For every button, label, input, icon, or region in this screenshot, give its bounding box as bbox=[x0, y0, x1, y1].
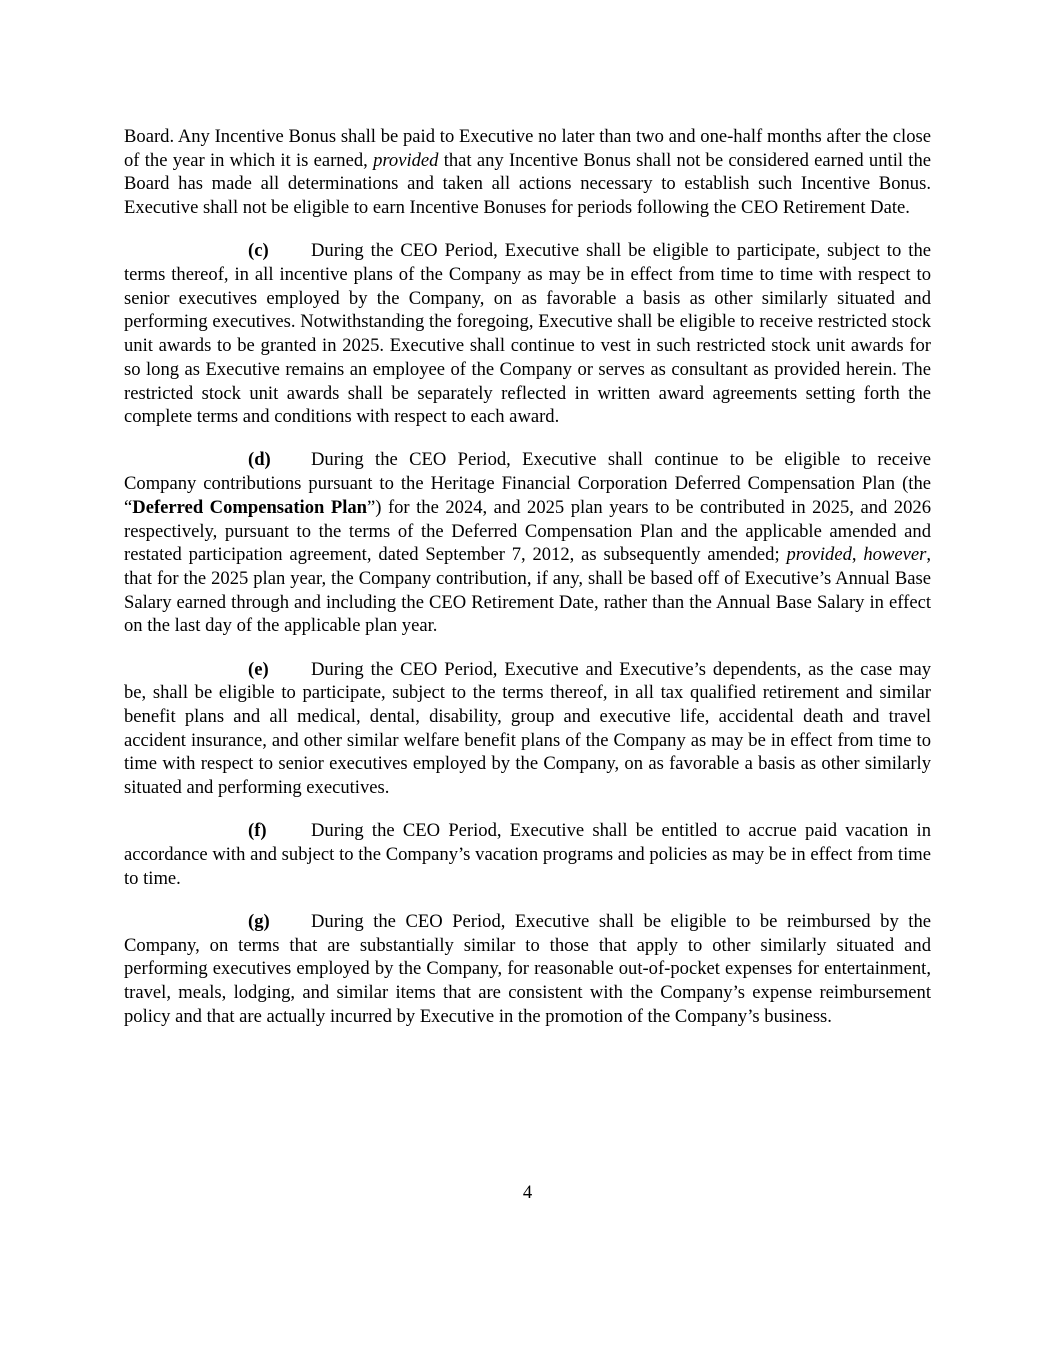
paragraph-label: (c) bbox=[248, 240, 269, 262]
paragraph-label: (f) bbox=[248, 820, 267, 842]
paragraph-continuation bbox=[124, 125, 931, 220]
paragraph-text: During the CEO Period, Executive shall be eligible to be reimbursed by the Company, on terms that are substantially similar to those that apply to other similarly situated and performing executives employed by the Company, for reasonable out-of-pocket expenses for entertainment, travel, meals, lodging, and similar items that are consistent with the Company’s expense reimbursement policy and that are actually incurred by Executive in the promotion of the Company’s business. bbox=[124, 910, 931, 1027]
paragraph-italic-text: provided bbox=[373, 149, 439, 171]
paragraph-text: During the CEO Period, Executive shall continue to be eligible to receive Company contributions pursuant to the Heritage Financial Corporation Deferred Compensation Plan (the “ bbox=[124, 449, 931, 518]
paragraph-text: During the CEO Period, Executive shall be eligible to participate, subject to the terms thereof, in all incentive plans of the Company as may be in effect from time to time with respect to senior executives employed by the Company, on as favorable a basis as other similarly situated and performing executives. Notwithstanding the foregoing, Executive shall be eligible to receive restricted stock unit awards to be granted in 2025. Executive shall continue to vest in such restricted stock unit awards for so long as Executive remains an employee of the Company or serves as consultant as provided herein. The restricted stock unit awards shall be separately reflected in written award agreements setting forth the complete terms and conditions with respect to each award. bbox=[124, 240, 931, 428]
paragraph-italic-text: however bbox=[863, 544, 927, 566]
paragraph-italic-text: provided bbox=[786, 544, 852, 566]
paragraph-e bbox=[124, 658, 931, 800]
paragraph-f bbox=[124, 819, 931, 890]
paragraph-text: During the CEO Period, Executive shall be entitled to accrue paid vacation in accordance with and subject to the Company’s vacation programs and policies as may be in effect from time to time. bbox=[124, 820, 931, 889]
paragraph-label: (e) bbox=[248, 658, 269, 680]
paragraph-c bbox=[124, 239, 931, 429]
paragraph-text: that any Incentive Bonus shall not be considered earned until the Board has made all determinations and taken all actions necessary to establish such Incentive Bonus. Executive shall not be eligible to earn Incentive Bonuses for periods following the CEO Retirement Date. bbox=[124, 149, 931, 219]
defined-term: Deferred Compensation Plan bbox=[132, 496, 367, 518]
paragraph-text: , that for the 2025 plan year, the Company contribution, if any, shall be based off of Executive’s Annual Base Salary earned through and including the CEO Retirement Date, rather than the Annual Base Salary in effect on the last day of the applicable plan year. bbox=[124, 544, 931, 637]
page-number: 4 bbox=[522, 1182, 533, 1203]
paragraph-label: (g) bbox=[248, 910, 270, 932]
document-page bbox=[124, 125, 931, 1028]
paragraph-text: Board. Any Incentive Bonus shall be paid to Executive no later than two and one-half months after the close of the year in which it is earned, bbox=[124, 126, 931, 171]
paragraph-d bbox=[124, 448, 931, 638]
paragraph-text: ”) for the 2024, and 2025 plan years to be contributed in 2025, and 2026 respectively, pursuant to the terms of the Deferred Compensation Plan and the applicable amended and restated participation agreement, dated September 7, 2012, as subsequently amended; bbox=[124, 496, 931, 566]
paragraph-text: , bbox=[851, 544, 864, 566]
paragraph-g bbox=[124, 910, 931, 1029]
paragraph-label: (d) bbox=[248, 449, 271, 471]
paragraph-text: During the CEO Period, Executive and Executive’s dependents, as the case may be, shall be eligible to participate, subject to the terms thereof, in all tax qualified retirement and similar benefit plans and all medical, dental, disability, group and executive life, accidental death and travel accident insurance, and other similar welfare benefit plans of the Company as may be in effect from time to time with respect to senior executives employed by the Company, on as favorable a basis as other similarly situated and performing executives. bbox=[124, 658, 931, 799]
